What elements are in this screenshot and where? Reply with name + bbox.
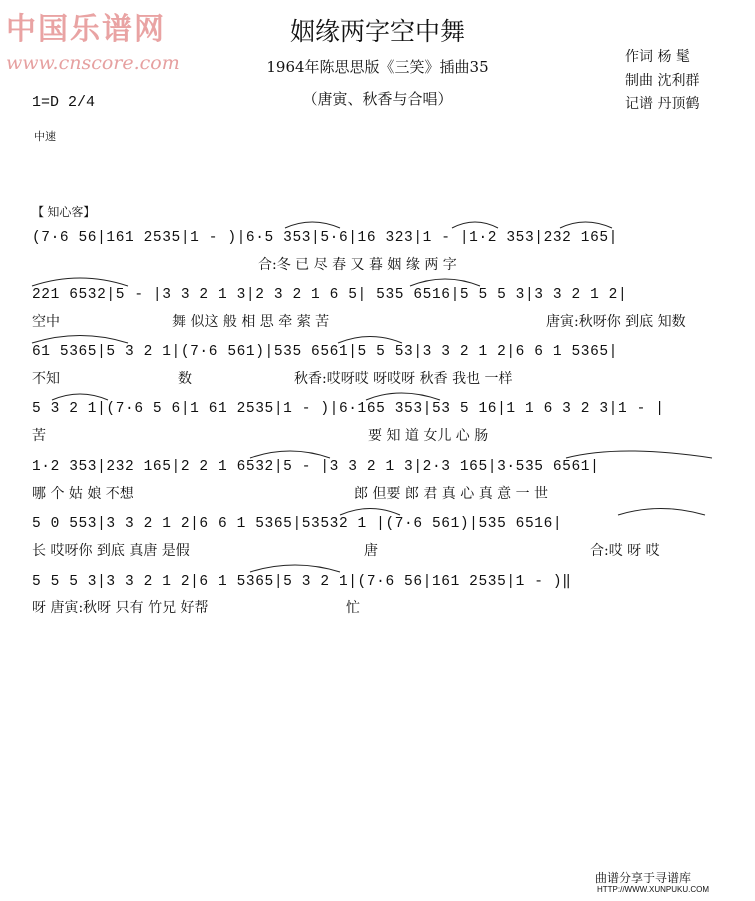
lyric-segment: 舞 似这 般 相 思 牵 萦 苦 <box>172 314 330 330</box>
watermark-logo: 中国乐谱网 <box>6 12 166 47</box>
lyric-segment: 苦 <box>32 428 46 444</box>
transcriber-credit: 记谱 丹顶鹤 <box>625 96 700 112</box>
lyric-segment: 不知 <box>32 371 60 387</box>
section-label: 【 知心客】 <box>32 205 96 219</box>
notation-line: 61 5365|5 3 2 1|(7·6 561)|535 6561|5 5 53|3 3 2 1 2|6 6 1 5365| <box>32 344 618 360</box>
notation-line: 221 6532|5 - |3 3 2 1 3|2 3 2 1 6 5| 535 6516|5 5 5 3|3 3 2 1 2| <box>32 287 628 303</box>
tempo-marking: 中速 <box>34 130 56 143</box>
score-title: 姻缘两字空中舞 <box>289 17 465 46</box>
score-subtitle: 1964年陈思思版《三笑》插曲35 <box>266 58 489 76</box>
notation-line: 5 5 5 3|3 3 2 1 2|6 1 5365|5 3 2 1|(7·6 56|161 2535|1 - )‖ <box>32 574 572 590</box>
lyricist-credit: 作词 杨 髦 <box>625 49 690 65</box>
lyric-segment: 秋香:哎呀哎 呀哎呀 秋香 我也 一样 <box>294 371 513 387</box>
lyric-segment: 合:冬 已 尽 春 又 暮 姻 缘 两 字 <box>258 257 457 273</box>
lyric-segment: 呀 唐寅:秋呀 只有 竹兄 好帮 <box>32 600 209 616</box>
footer-site-label: 曲谱分享于寻谱库 <box>595 871 692 885</box>
lyric-segment: 空中 <box>32 314 60 330</box>
composer-credit: 制曲 沈利群 <box>625 73 700 89</box>
lyric-segment: 唐寅:秋呀你 到底 知数 <box>546 314 686 330</box>
key-signature: 1=D 2/4 <box>32 94 96 111</box>
notation-line: 5 0 553|3 3 2 1 2|6 6 1 5365|53532 1 |(7·6 561)|535 6516| <box>32 516 563 532</box>
lyric-segment: 郎 但要 郎 君 真 心 真 意 一 世 <box>354 486 549 502</box>
lyric-segment: 要 知 道 女儿 心 肠 <box>368 428 489 444</box>
watermark-url: www.cnscore.com <box>6 52 180 74</box>
notation-line: 1·2 353|232 165|2 2 1 6532|5 - |3 3 2 1 3|2·3 165|3·535 6561| <box>32 459 600 475</box>
lyric-segment: 忙 <box>346 600 360 616</box>
lyric-segment: 数 <box>178 371 192 387</box>
footer-url: HTTP://WWW.XUNPUKU.COM <box>597 885 709 894</box>
lyric-segment: 哪 个 姑 娘 不想 <box>32 486 134 502</box>
notation-line: (7·6 56|161 2535|1 - )|6·5 353|5·6|16 323|1 - |1·2 353|232 165| <box>32 230 618 246</box>
singers-note: （唐寅、秋香与合唱） <box>302 90 453 108</box>
notation-line: 5 3 2 1|(7·6 5 6|1 61 2535|1 - )|6·165 353|53 5 16|1 1 6 3 2 3|1 - | <box>32 401 665 417</box>
lyric-segment: 唐 <box>364 543 378 559</box>
lyric-segment: 合:哎 呀 哎 <box>590 543 660 559</box>
lyric-segment: 长 哎呀你 到底 真唐 是假 <box>32 543 190 559</box>
